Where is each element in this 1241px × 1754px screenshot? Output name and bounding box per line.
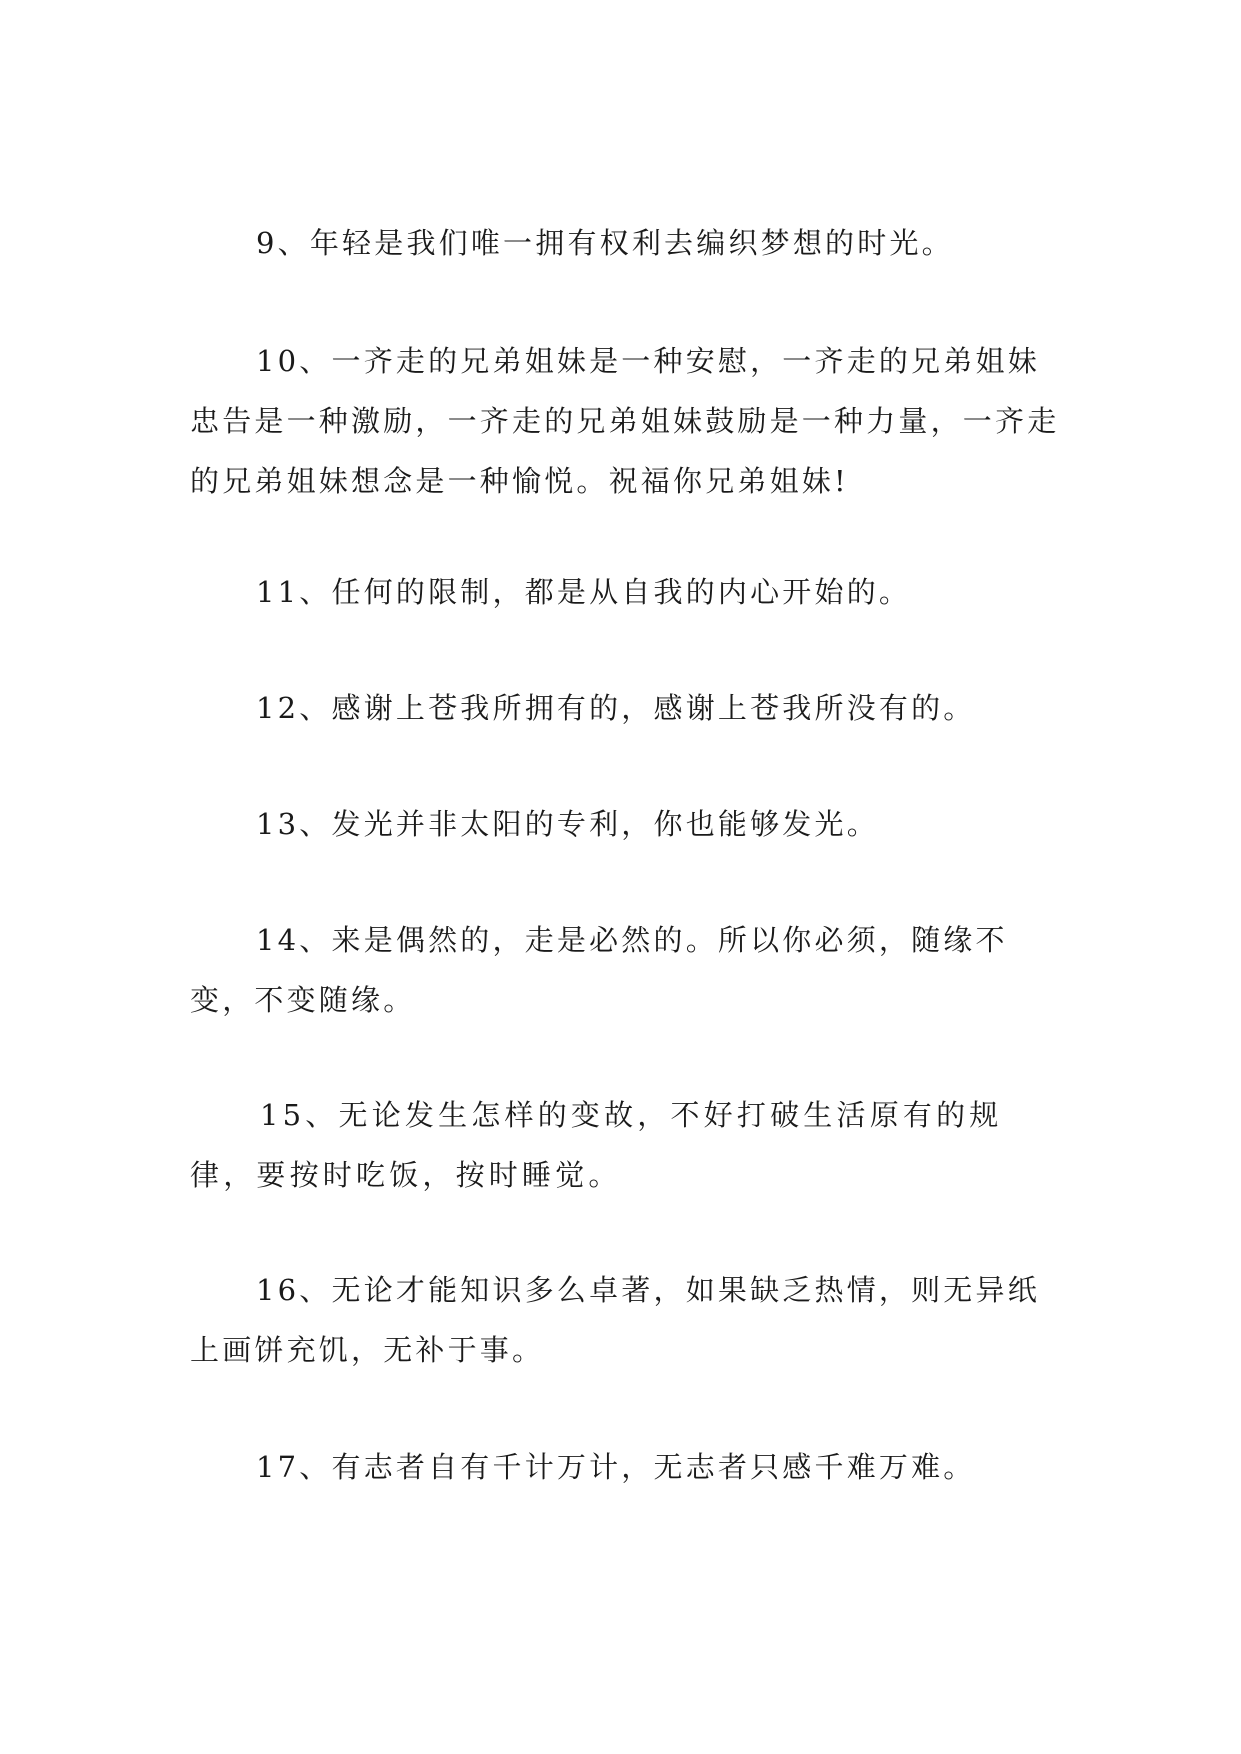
paragraph-15: 15、无论发生怎样的变故，不好打破生活原有的规律，要按时吃饭，按时睡觉。 bbox=[190, 1098, 1003, 1192]
paragraph-12: 12、感谢上苍我所拥有的，感谢上苍我所没有的。 bbox=[256, 691, 976, 725]
paragraph-16: 16、无论才能知识多么卓著，如果缺乏热情，则无异纸上画饼充饥，无补于事。 bbox=[190, 1273, 1040, 1367]
paragraph-10: 10、一齐走的兄弟姐妹是一种安慰，一齐走的兄弟姐妹忠告是一种激励，一齐走的兄弟姐妹鼓励是一种力量，一齐走的兄弟姐妹想念是一种愉悦。祝福你兄弟姐妹! bbox=[190, 344, 1060, 498]
paragraph-13: 13、发光并非太阳的专利，你也能够发光。 bbox=[256, 807, 879, 841]
paragraph-14: 14、来是偶然的，走是必然的。所以你必须，随缘不变，不变随缘。 bbox=[190, 923, 1008, 1017]
paragraph-11: 11、任何的限制，都是从自我的内心开始的。 bbox=[256, 575, 912, 609]
paragraph-9: 9、年轻是我们唯一拥有权利去编织梦想的时光。 bbox=[256, 226, 954, 260]
paragraph-17: 17、有志者自有千计万计，无志者只感千难万难。 bbox=[256, 1450, 976, 1484]
